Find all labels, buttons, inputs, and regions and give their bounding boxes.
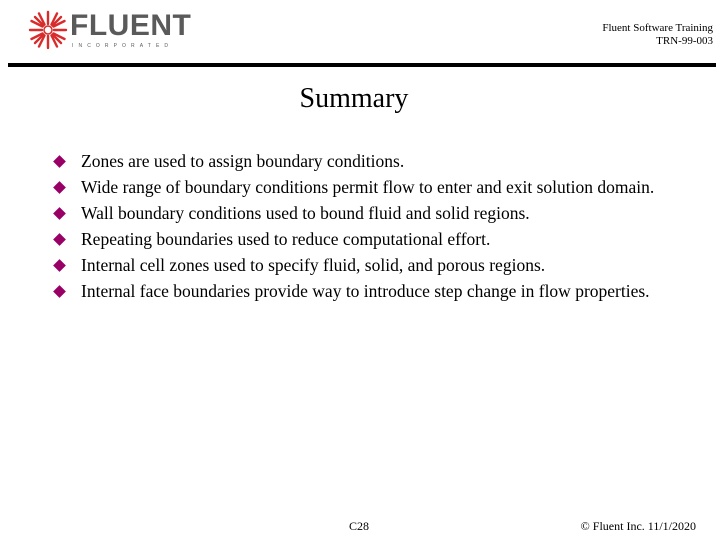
logo-wordmark: FLUENT [70,9,192,42]
bullet-item [54,252,674,278]
bullet-item [54,278,674,304]
bullet-text: Internal face boundaries provide way to introduce step change in flow properties. [81,281,650,301]
page-number: C28 [349,519,370,533]
copyright: © Fluent Inc. 11/1/2020 [580,519,696,533]
fluent-logo [28,9,192,50]
bullet-text: Repeating boundaries used to reduce computational effort. [81,229,491,249]
bullet-item [54,174,674,200]
slide-title: Summary [299,83,409,114]
header-info [602,22,713,48]
bullet-text: Zones are used to assign boundary conditions. [81,151,405,171]
course-name: Fluent Software Training [602,22,713,34]
diamond-bullet-icon [53,259,66,272]
logo-subtext: INCORPORATED [72,43,174,49]
bullet-item [54,200,674,226]
bullet-list [54,148,674,304]
bullet-text: Wide range of boundary conditions permit flow to enter and exit solution domain. [81,177,655,197]
fluent-starburst-icon [28,10,68,50]
diamond-bullet-icon [53,233,66,246]
bullet-text: Wall boundary conditions used to bound fluid and solid regions. [81,203,530,223]
course-code: TRN-99-003 [656,35,713,47]
bullet-item [54,148,674,174]
bullet-text: Internal cell zones used to specify fluid, solid, and porous regions. [81,255,546,275]
header-rule [8,63,716,67]
diamond-bullet-icon [53,285,66,298]
diamond-bullet-icon [53,155,66,168]
diamond-bullet-icon [53,181,66,194]
bullet-item [54,226,674,252]
diamond-bullet-icon [53,207,66,220]
